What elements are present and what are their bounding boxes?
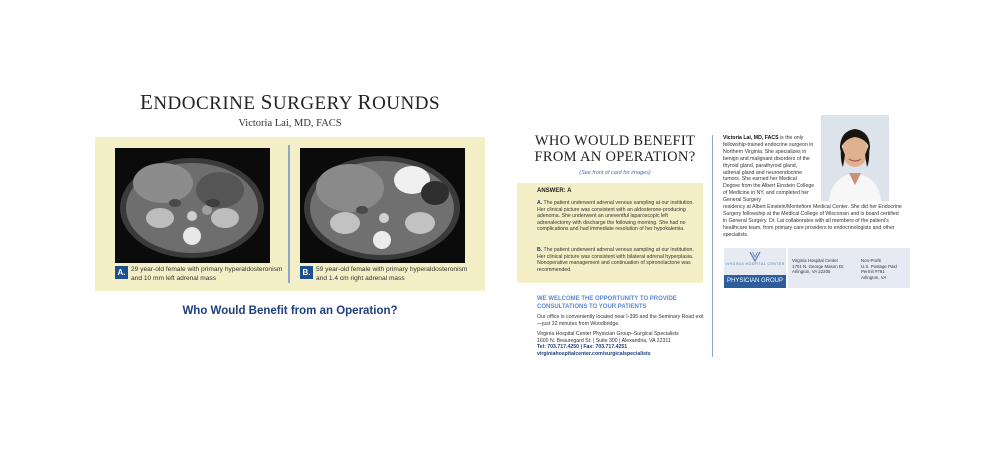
answer-b-paragraph: B. The patient underwent adrenal venous sampling at our institution. Her clinical picture was consistent with bilateral adrenal hyperplasia. Nonoperative management and continuation of spironolactone was recommended.	[537, 247, 694, 273]
author-name: Victoria Lai, MD, FACS	[238, 118, 342, 129]
case-b-label: B.	[300, 266, 313, 279]
hospital-logo-mark: VIRGINIA HOSPITAL CENTER	[724, 248, 786, 275]
question-heading: Who Would Benefit from an Operation?	[182, 305, 398, 317]
welcome-heading: WE WELCOME THE OPPORTUNITY TO PROVIDE CONSULTATIONS TO YOUR PATIENTS	[537, 296, 677, 310]
card-divider-line	[712, 135, 713, 357]
case-images-panel	[95, 137, 485, 291]
panel-divider	[288, 145, 290, 283]
see-front-note: (See front of card for images)	[579, 170, 651, 176]
case-a-label: A.	[115, 266, 128, 279]
mailing-panel	[788, 248, 910, 288]
office-location-text: Our office is conveniently located near I-395 and the Seminary Road exit—just 22 minutes from Woodbridge.	[537, 314, 704, 327]
answer-a-paragraph: A. The patient underwent adrenal venous sampling at our institution. Her clinical picture was consistent with an aldosterone-producing adenoma. She underwent an uneventful laparoscopic left adrenalectomy with discharge the following morning. She had no complications and had immediate resolution of her hypokalemia.	[537, 200, 694, 233]
hospital-logo	[724, 248, 786, 288]
endocrine-surgery-rounds-title: ENDOCRINE SURGERY ROUNDS	[139, 90, 441, 114]
phone-fax: Tel: 703.717.4250 | Fax: 703.717.4251	[537, 344, 628, 350]
doctor-bio-top: Victoria Lai, MD, FACS is the only fellowship-trained endocrine surgeon in Northern Virginia. She specializes in benign and malignant disorders of the thyroid gland, parathyroid gland, adrenal gland and neuroendocrine tumors. She earned her Medical Degree from the Albert Einstein College of Medicine in NY, and completed her General Surgery	[723, 135, 815, 204]
answer-title: ANSWER: A	[537, 188, 572, 194]
answer-card-title: WHO WOULD BENEFIT FROM AN OPERATION?	[534, 133, 696, 165]
website-link[interactable]: virginiahospitalcenter.com/surgicalspecialists	[537, 350, 651, 357]
office-address: Virginia Hospital Center Physician Group–Surgical Specialists 1600 N. Beauregard St. | Suite 300 | Alexandria, VA 22311	[537, 331, 679, 344]
ct-scan-image-b	[300, 148, 465, 263]
case-a-text: 29 year-old female with primary hyperaldosteronism and 10 mm left adrenal mass	[131, 266, 283, 282]
physician-group-band: PHYSICIAN GROUP	[724, 275, 786, 288]
ct-scan-image-a	[115, 148, 270, 263]
return-address: Virginia Hospital Center 1701 N. George Mason Dr. Arlington, VA 22205	[792, 258, 845, 275]
postage-indicia: Non-Profit U.S. Postage Paid Permit #791 Arlington, VA	[861, 258, 897, 280]
contact-info	[537, 344, 707, 358]
doctor-photo	[821, 115, 889, 201]
answer-box	[517, 183, 703, 283]
case-b-text: 59 year-old female with primary hyperaldosteronism and 1.4 cm right adrenal mass	[316, 266, 468, 282]
doctor-bio-bottom: residency at Albert Einstein/Montefiore Medical Center. She did her Endocrine Surgery fellowship at the Medical College of Wisconsin and is board certified in General Surgery. Dr. Lai collaborates with all members of the patient's healthcare team, from primary care providers to endocrinologists and other specialists.	[723, 204, 902, 238]
